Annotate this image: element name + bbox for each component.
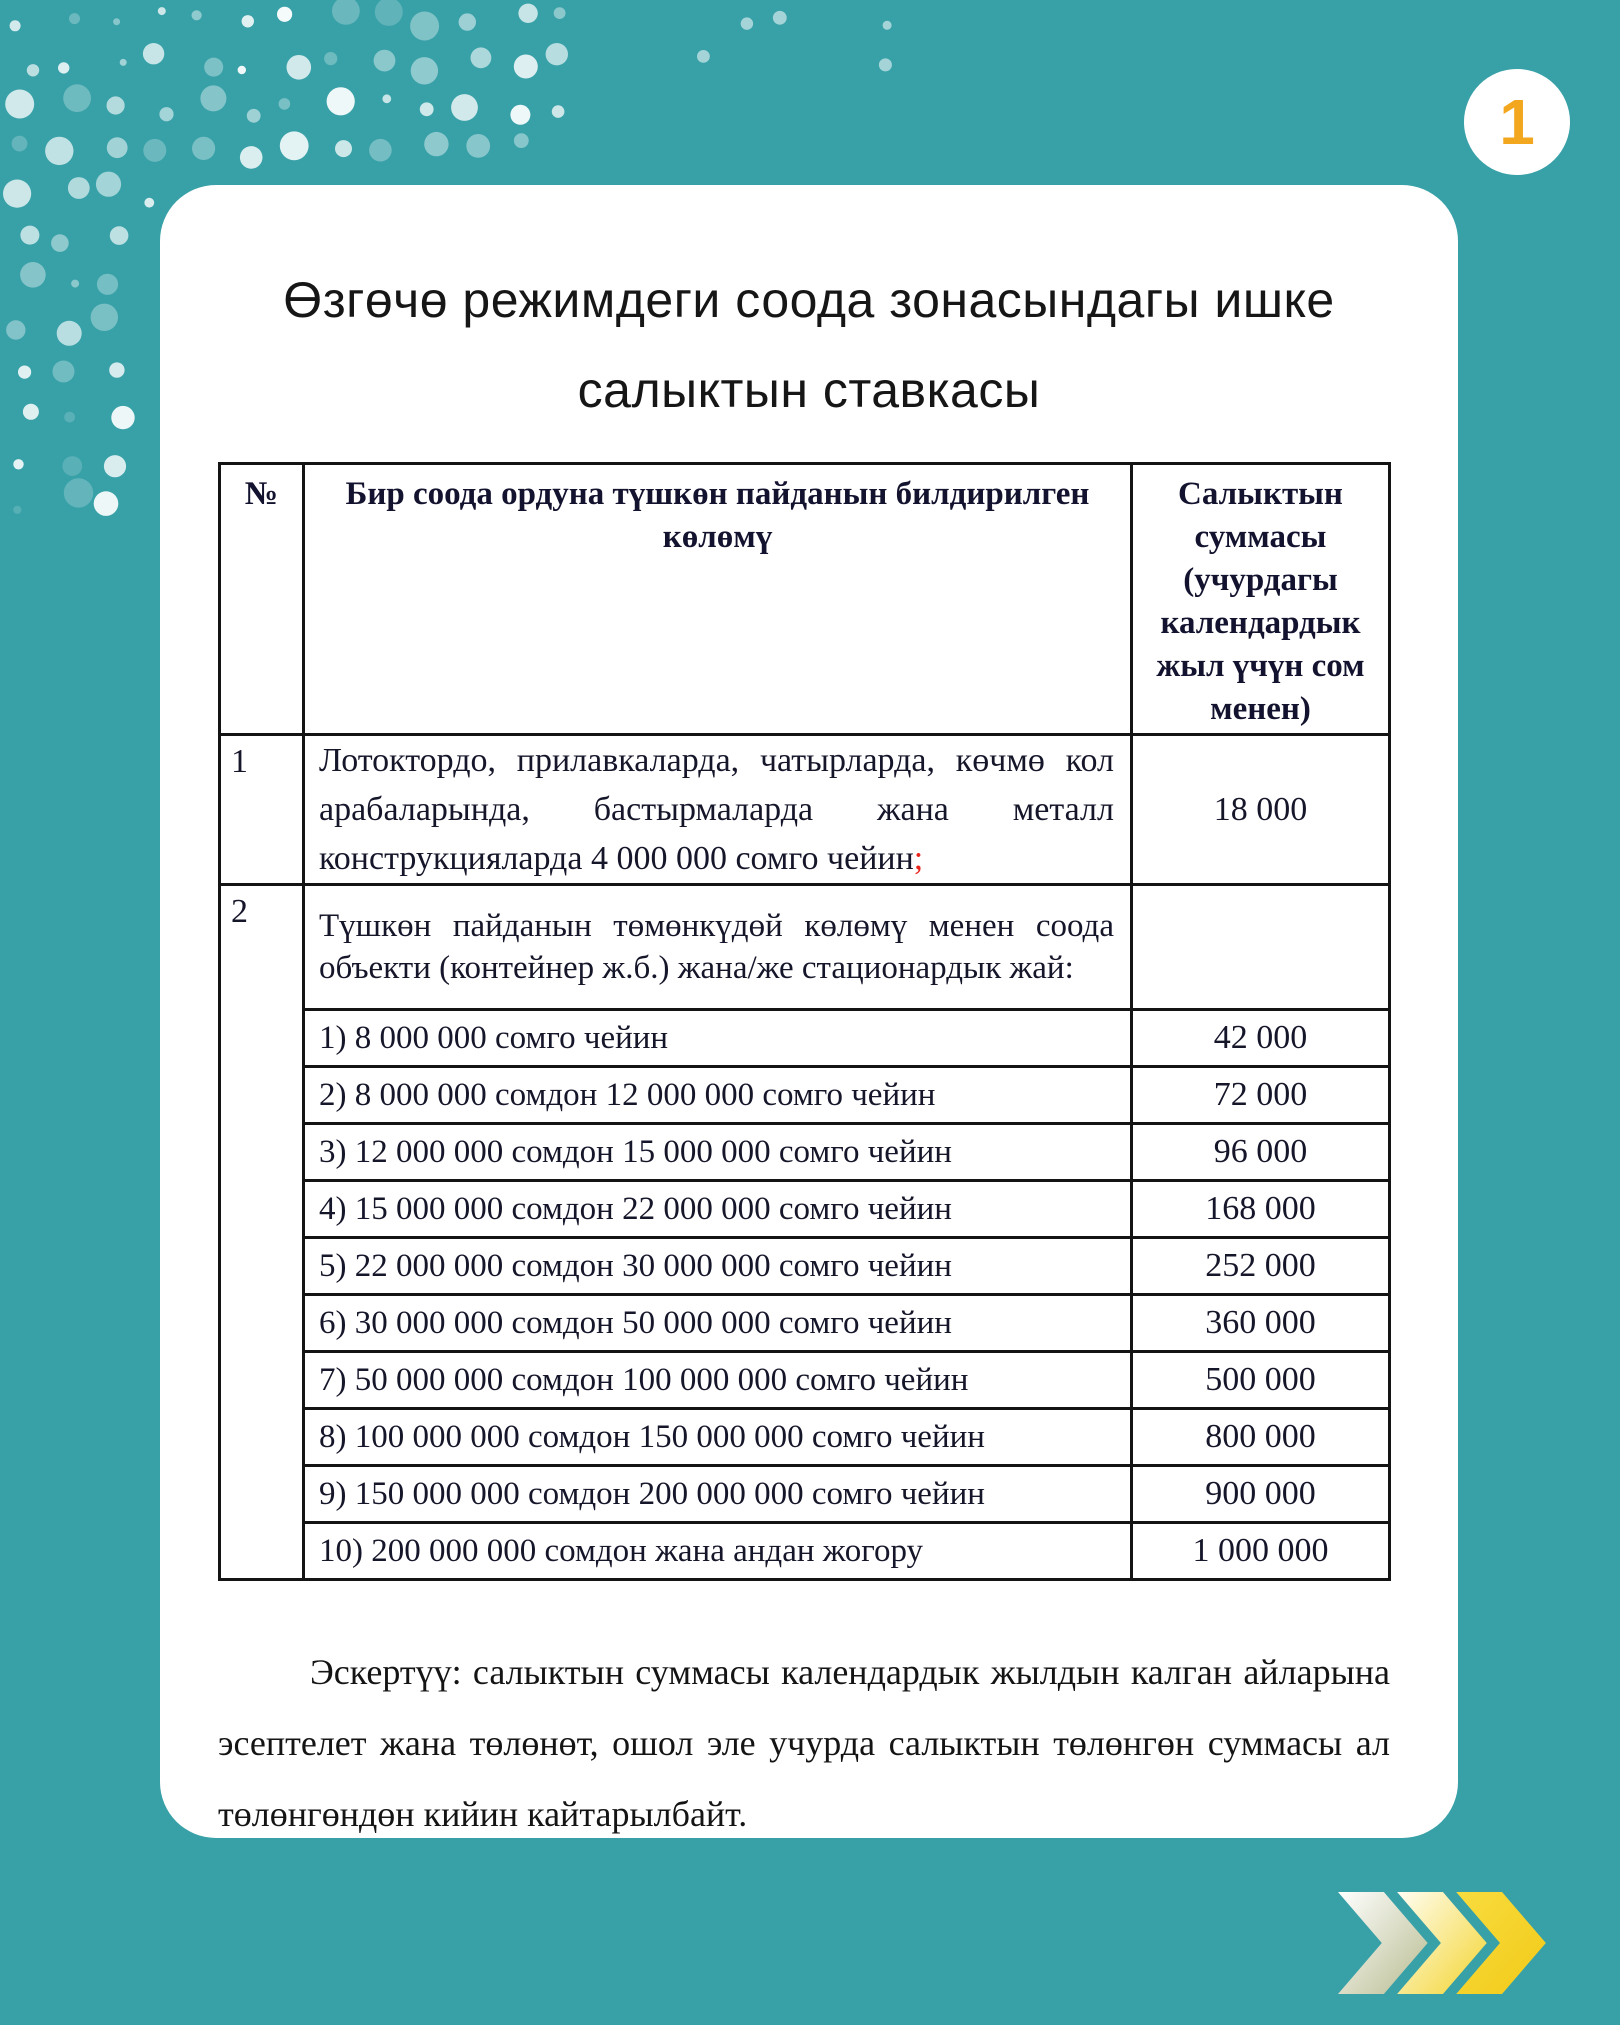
subrow-value-cell: 500 000 [1132,1352,1390,1409]
table-row [220,1238,1390,1295]
table-row [220,1523,1390,1580]
subrow-value-cell: 252 000 [1132,1238,1390,1295]
row-desc-text: Лотоктордо, прилавкаларда, чатырларда, көчмө кол арабаларында, бастырмаларда жана металл конструкцияларда 4 000 000 сомго чейин [319,742,1114,877]
row-desc-cell [304,735,1132,885]
table-row [220,1181,1390,1238]
subrow-desc-cell: 5) 22 000 000 сомдон 30 000 000 сомго чейин [304,1238,1132,1295]
page-number: 1 [1499,86,1535,158]
row-value-cell [1132,885,1390,1010]
subrow-value-cell: 360 000 [1132,1295,1390,1352]
title-line-1: Өзгөчө режимдеги соода зонасындагы ишке [283,272,1335,328]
header-cell-sum: Салыктын суммасы (учурдагы календардык жыл үчүн сом менен) [1132,464,1390,735]
subrow-desc-cell: 8) 100 000 000 сомдон 150 000 000 сомго чейин [304,1409,1132,1466]
subrow-desc-cell: 2) 8 000 000 сомдон 12 000 000 сомго чейин [304,1067,1132,1124]
subrow-desc-cell: 9) 150 000 000 сомдон 200 000 000 сомго чейин [304,1466,1132,1523]
red-semicolon: ; [913,840,924,877]
header-cell-desc: Бир соода ордуна түшкөн пайданын билдирилген көлөмү [304,464,1132,735]
subrow-value-cell: 800 000 [1132,1409,1390,1466]
note-paragraph: Эскертүү: салыктын суммасы календардык жылдын калган айларына эсептелет жана төлөнөт, ошол эле учурда салыктын төлөнгөн суммасы ал төлөнгөндөн кийин кайтарылбайт. [218,1652,1390,1834]
subrow-value-cell: 96 000 [1132,1124,1390,1181]
subrow-desc-cell: 1) 8 000 000 сомго чейин [304,1010,1132,1067]
page-title [160,255,1458,435]
table-row [220,1409,1390,1466]
page-number-badge [1464,69,1570,175]
content-card [160,185,1458,1838]
table-row [220,885,1390,1010]
tax-table [218,462,1391,1581]
subrow-desc-cell: 7) 50 000 000 сомдон 100 000 000 сомго чейин [304,1352,1132,1409]
table-row [220,1352,1390,1409]
table-row [220,1124,1390,1181]
row-number-cell: 1 [220,735,304,885]
table-row [220,1466,1390,1523]
subrow-value-cell: 72 000 [1132,1067,1390,1124]
arrows-decoration [1338,1892,1554,1994]
row-value-cell: 18 000 [1132,735,1390,885]
title-line-2: салыктын ставкасы [577,362,1041,418]
row-desc-cell: Түшкөн пайданын төмөнкүдөй көлөмү менен соода объекти (контейнер ж.б.) жана/же стационардык жай: [304,885,1132,1010]
table-row [220,1010,1390,1067]
table-row [220,1067,1390,1124]
table-header-row [220,464,1390,735]
table-row [220,1295,1390,1352]
subrow-desc-cell: 3) 12 000 000 сомдон 15 000 000 сомго чейин [304,1124,1132,1181]
subrow-value-cell: 1 000 000 [1132,1523,1390,1580]
header-cell-no: № [220,464,304,735]
subrow-value-cell: 900 000 [1132,1466,1390,1523]
subrow-desc-cell: 10) 200 000 000 сомдон жана андан жогору [304,1523,1132,1580]
subrow-value-cell: 42 000 [1132,1010,1390,1067]
table-row [220,735,1390,885]
row-number-cell: 2 [220,885,304,1580]
subrow-desc-cell: 6) 30 000 000 сомдон 50 000 000 сомго чейин [304,1295,1132,1352]
subrow-desc-cell: 4) 15 000 000 сомдон 22 000 000 сомго чейин [304,1181,1132,1238]
subrow-value-cell: 168 000 [1132,1181,1390,1238]
